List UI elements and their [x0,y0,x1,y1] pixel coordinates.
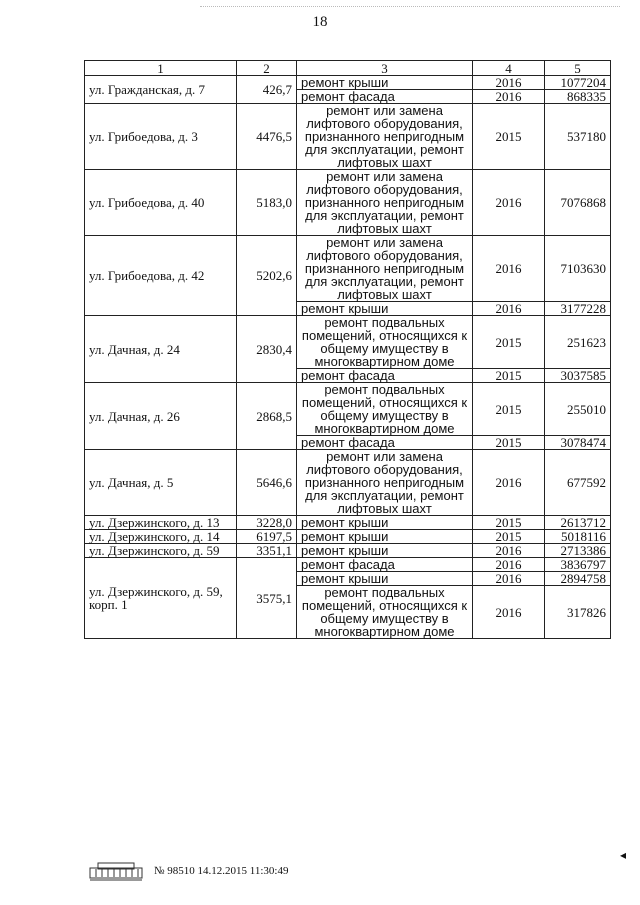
year-cell: 2015 [473,516,545,530]
address-cell: ул. Гражданская, д. 7 [85,76,237,104]
cost-cell: 3037585 [545,369,611,383]
repair-schedule-table [84,60,611,639]
work-type-cell: ремонт фасада [297,90,473,104]
document-footer [88,860,288,882]
work-type-cell: ремонт крыши [297,572,473,586]
year-cell: 2016 [473,90,545,104]
cost-cell: 7076868 [545,170,611,236]
table-row [85,104,611,170]
cost-cell: 3078474 [545,436,611,450]
table-row [85,383,611,436]
table-header-row [85,61,611,76]
registration-stamp-text: № 98510 14.12.2015 11:30:49 [154,865,289,877]
work-type-cell: ремонт подвальных помещений, относящихся к общему имуществу в многоквартирном доме [297,383,473,436]
table-row [85,544,611,558]
column-header: 5 [545,61,611,76]
year-cell: 2016 [473,572,545,586]
cost-cell: 2613712 [545,516,611,530]
cost-cell: 251623 [545,316,611,369]
work-type-cell: ремонт или замена лифтового оборудования, признанного непригодным для эксплуатации, ремонт лифтовых шахт [297,170,473,236]
address-cell: ул. Грибоедова, д. 3 [85,104,237,170]
work-type-cell: ремонт или замена лифтового оборудования, признанного непригодным для эксплуатации, ремонт лифтовых шахт [297,236,473,302]
work-type-cell: ремонт подвальных помещений, относящихся к общему имуществу в многоквартирном доме [297,586,473,639]
table-row [85,450,611,516]
top-scan-artifact [200,6,620,9]
year-cell: 2015 [473,436,545,450]
year-cell: 2016 [473,76,545,90]
page-number: 18 [312,14,328,30]
cost-cell: 537180 [545,104,611,170]
address-cell: ул. Дзержинского, д. 59, корп. 1 [85,558,237,639]
work-type-cell: ремонт крыши [297,76,473,90]
work-type-cell: ремонт подвальных помещений, относящихся к общему имуществу в многоквартирном доме [297,316,473,369]
address-cell: ул. Дзержинского, д. 59 [85,544,237,558]
table-row [85,76,611,90]
column-header: 4 [473,61,545,76]
year-cell: 2015 [473,369,545,383]
cost-cell: 3836797 [545,558,611,572]
work-type-cell: ремонт фасада [297,369,473,383]
table-body [85,76,611,639]
area-cell: 3351,1 [237,544,297,558]
year-cell: 2016 [473,236,545,302]
column-header: 1 [85,61,237,76]
year-cell: 2016 [473,558,545,572]
year-cell: 2015 [473,104,545,170]
cost-cell: 317826 [545,586,611,639]
registry-stamp-icon [88,860,144,882]
table-row [85,530,611,544]
work-type-cell: ремонт крыши [297,302,473,316]
cost-cell: 1077204 [545,76,611,90]
year-cell: 2015 [473,383,545,436]
work-type-cell: ремонт или замена лифтового оборудования, признанного непригодным для эксплуатации, ремонт лифтовых шахт [297,450,473,516]
table-row [85,170,611,236]
work-type-cell: ремонт фасада [297,436,473,450]
table-row [85,316,611,369]
area-cell: 3575,1 [237,558,297,639]
address-cell: ул. Дачная, д. 5 [85,450,237,516]
area-cell: 2868,5 [237,383,297,450]
area-cell: 5202,6 [237,236,297,316]
area-cell: 6197,5 [237,530,297,544]
cost-cell: 677592 [545,450,611,516]
year-cell: 2016 [473,586,545,639]
year-cell: 2015 [473,530,545,544]
column-header: 2 [237,61,297,76]
cost-cell: 255010 [545,383,611,436]
area-cell: 426,7 [237,76,297,104]
cost-cell: 2713386 [545,544,611,558]
address-cell: ул. Дзержинского, д. 13 [85,516,237,530]
cost-cell: 3177228 [545,302,611,316]
area-cell: 4476,5 [237,104,297,170]
address-cell: ул. Дачная, д. 24 [85,316,237,383]
address-cell: ул. Грибоедова, д. 42 [85,236,237,316]
cost-cell: 2894758 [545,572,611,586]
area-cell: 2830,4 [237,316,297,383]
area-cell: 5646,6 [237,450,297,516]
address-cell: ул. Грибоедова, д. 40 [85,170,237,236]
cost-cell: 868335 [545,90,611,104]
work-type-cell: ремонт крыши [297,544,473,558]
column-header: 3 [297,61,473,76]
cost-cell: 7103630 [545,236,611,302]
address-cell: ул. Дзержинского, д. 14 [85,530,237,544]
year-cell: 2016 [473,450,545,516]
work-type-cell: ремонт крыши [297,516,473,530]
year-cell: 2016 [473,302,545,316]
table-row [85,516,611,530]
work-type-cell: ремонт фасада [297,558,473,572]
area-cell: 5183,0 [237,170,297,236]
cost-cell: 5018116 [545,530,611,544]
year-cell: 2016 [473,170,545,236]
work-type-cell: ремонт или замена лифтового оборудования, признанного непригодным для эксплуатации, ремонт лифтовых шахт [297,104,473,170]
year-cell: 2015 [473,316,545,369]
table-row [85,558,611,572]
work-type-cell: ремонт крыши [297,530,473,544]
year-cell: 2016 [473,544,545,558]
corner-mark: ◂ [620,848,627,862]
address-cell: ул. Дачная, д. 26 [85,383,237,450]
table-row [85,236,611,302]
area-cell: 3228,0 [237,516,297,530]
